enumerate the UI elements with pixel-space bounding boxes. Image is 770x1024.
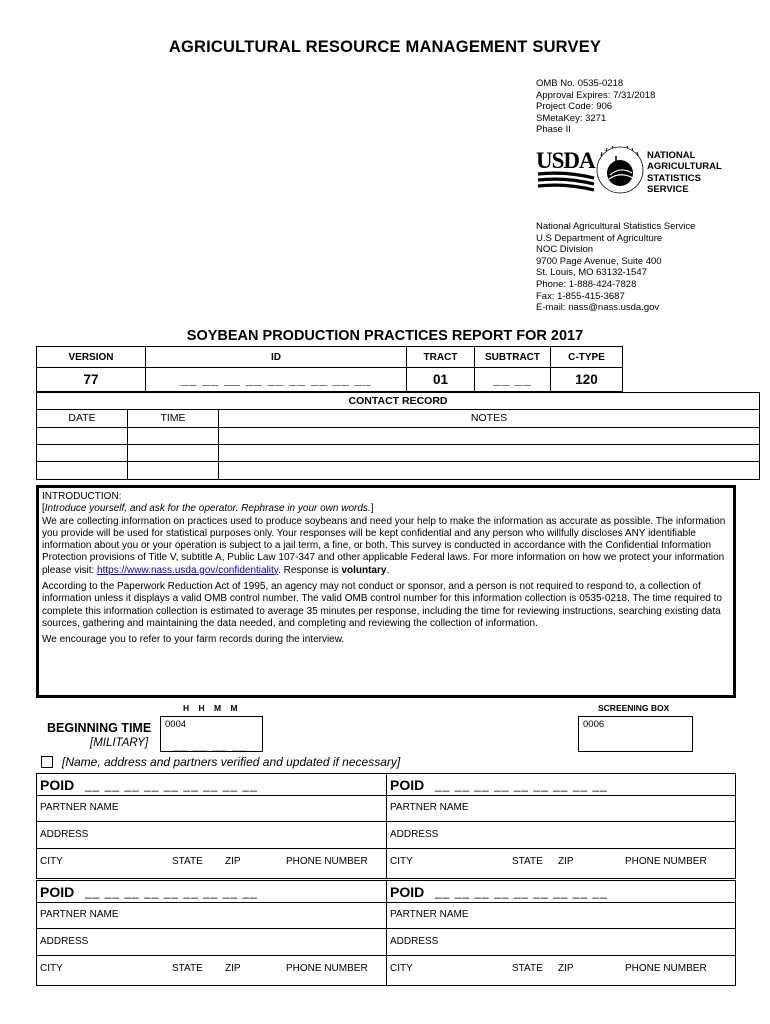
ctype-value: 120	[551, 368, 623, 392]
contact-record-title: CONTACT RECORD	[37, 393, 759, 410]
poid-field[interactable]: __ __ __ __ __ __ __ __ __	[85, 885, 258, 899]
omb-line: OMB No. 0535-0218	[536, 78, 624, 89]
contact-header-row	[37, 410, 759, 428]
time-cell[interactable]	[128, 462, 219, 479]
id-header: ID	[146, 347, 407, 368]
poid-field[interactable]: __ __ __ __ __ __ __ __ __	[435, 778, 608, 792]
poid-label: POID	[40, 884, 75, 900]
city-label: CITY	[390, 856, 413, 867]
confidentiality-link[interactable]: https://www.nass.usda.gov/confidentiality	[97, 564, 279, 576]
address-label: ADDRESS	[40, 829, 89, 840]
city-label: CITY	[40, 856, 63, 867]
notes-cell[interactable]	[219, 428, 759, 444]
contact-row[interactable]	[37, 428, 759, 445]
time-header: TIME	[128, 410, 219, 427]
poid-label: POID	[390, 777, 425, 793]
omb-line: Phase II	[536, 124, 571, 136]
omb-line: SMetaKey: 3271	[536, 112, 607, 124]
zip-label: ZIP	[225, 856, 241, 867]
date-cell[interactable]	[37, 462, 128, 479]
intro-paragraph-3: We encourage you to refer to your farm records during the interview.	[42, 634, 345, 646]
tract-value: 01	[407, 368, 475, 392]
address-row	[37, 822, 735, 849]
partner-name-label: PARTNER NAME	[40, 909, 119, 920]
agency-address	[536, 221, 695, 314]
date-cell[interactable]	[37, 428, 128, 444]
time-cell[interactable]	[128, 445, 219, 461]
date-cell[interactable]	[37, 445, 128, 461]
poid-label: POID	[390, 884, 425, 900]
zip-label: ZIP	[225, 963, 241, 974]
state-label: STATE	[172, 963, 203, 974]
state-label: STATE	[512, 963, 543, 974]
contact-row[interactable]	[37, 445, 759, 462]
beginning-time-label: BEGINNING TIME	[47, 721, 152, 735]
zip-label: ZIP	[558, 856, 574, 867]
intro-paragraph-1: We are collecting information on practices used to produce soybeans and need your help to make the information as accurate as possible. The information you provide will be used for statistical purposes only. Your responses will be kept confidential and any person who willfully discloses ANY identifiable information about you or your operation is subject to a jail term, a fine, or both. This survey is conducted in accordance with the Confidential Information Protection provisions of Title V, subtitle A, Public Law 107-347 and other applicable Federal laws. For more information on how we protect your information please visit:	[42, 515, 726, 576]
beginning-time-code: 0004	[165, 719, 187, 730]
agency-line: AGRICULTURAL	[647, 161, 722, 173]
response-pre: Response is	[283, 564, 342, 576]
partner-row	[37, 903, 735, 929]
address-line: St. Louis, MO 63132-1547	[536, 267, 647, 279]
intro-paragraph-2: According to the Paperwork Reduction Act of 1995, an agency may not conduct or sponsor, and a person is not required to respond to, a collection of information unless it displays a valid OMB control number. The valid OMB control number for this information collection is 0535-0218. The time required to complete this information collection is estimated to average 35 minutes per response, including the time for reviewing instructions, searching existing data sources, gathering and maintaining the data needed, and completing and reviewing the collection of information.	[42, 581, 722, 629]
phone-label: PHONE NUMBER	[286, 963, 368, 974]
state-label: STATE	[512, 856, 543, 867]
logo-seal-text	[620, 151, 622, 152]
partner-row	[37, 796, 735, 822]
agency-name	[647, 150, 722, 196]
address-line: E-mail: nass@nass.usda.gov	[536, 302, 660, 314]
agency-line: STATISTICS	[647, 172, 702, 184]
introduction-box: INTRODUCTION: [Introduce yourself, and ask for the operator. Rephrase in your own words.] We are collecting information on practices used to produce soybeans and need your help to make the information as accurate as possible. The information you provide will be used for statistical purposes only. Your responses will be kept confidential and any person who willfully discloses ANY identifiable information about you or your operation is subject to a jail term, a fine, or both. This survey is conducted in accordance with the Confidential Information Protection provisions of Title V, subtitle A, Public Law 107-347 and other applicable Federal laws. For more information on how we protect your information please visit: https://www.nass.usda.gov/confidentiality. Response is voluntary. According to the Paperwork Reduction Act of 1995, an agency may not conduct or sponsor, and a person is not required to respond to, a collection of information unless it displays a valid OMB control number. The valid OMB control number for this information collection is 0535-0218. The time required to complete this information collection is estimated to average 35 minutes per response, including the time for reviewing instructions, searching existing data sources, gathering and maintaining the data needed, and completing and reviewing the collection of information. We encourage you to refer to your farm records during the interview.	[36, 485, 736, 698]
contact-row[interactable]	[37, 462, 759, 479]
version-value: 77	[37, 368, 146, 392]
screening-box-label: SCREENING BOX	[598, 703, 670, 713]
time-cell[interactable]	[128, 428, 219, 444]
partner-name-label: PARTNER NAME	[40, 802, 119, 813]
poid-field[interactable]: __ __ __ __ __ __ __ __ __	[85, 778, 258, 792]
state-label: STATE	[172, 856, 203, 867]
poid-label: POID	[40, 777, 75, 793]
date-header: DATE	[37, 410, 128, 427]
agency-line: SERVICE	[647, 184, 689, 196]
city-label: CITY	[390, 963, 413, 974]
address-label: ADDRESS	[390, 829, 439, 840]
address-line: National Agricultural Statistics Service	[536, 221, 696, 232]
contact-record	[36, 392, 760, 480]
poid-block	[36, 773, 736, 879]
address-line: 9700 Page Avenue, Suite 400	[536, 255, 662, 267]
partner-name-label: PARTNER NAME	[390, 802, 469, 813]
omb-info	[536, 78, 655, 136]
tract-header: TRACT	[407, 347, 475, 368]
id-field[interactable]: __ __ __ __ __ __ __ __ __	[146, 368, 407, 392]
voluntary-text: voluntary	[341, 564, 387, 576]
id-table	[36, 346, 623, 392]
subtract-header: SUBTRACT	[475, 347, 551, 368]
phone-label: PHONE NUMBER	[625, 963, 707, 974]
address-row	[37, 929, 735, 956]
address-label: ADDRESS	[390, 936, 439, 947]
address-line: Phone: 1-888-424-7828	[536, 278, 637, 290]
svg-text:USDA: USDA	[536, 148, 595, 173]
omb-line: Project Code: 906	[536, 101, 613, 113]
phone-label: PHONE NUMBER	[625, 856, 707, 867]
notes-cell[interactable]	[219, 462, 759, 479]
address-line: Fax: 1-855-415-3687	[536, 290, 625, 302]
poid-block	[36, 880, 736, 986]
hhmm-label: H H M M	[183, 703, 238, 713]
intro-instruction: Introduce yourself, and ask for the operator. Rephrase in your own words.	[44, 503, 371, 515]
subtract-field[interactable]: __ __	[475, 368, 551, 392]
notes-cell[interactable]	[219, 445, 759, 461]
notes-header: NOTES	[470, 412, 508, 424]
military-label: [MILITARY]	[90, 737, 149, 749]
omb-line: Approval Expires: 7/31/2018	[536, 89, 656, 101]
phone-label: PHONE NUMBER	[286, 856, 368, 867]
agency-line: NATIONAL	[647, 150, 696, 161]
verified-checkbox[interactable]	[41, 756, 53, 768]
ctype-header: C-TYPE	[551, 347, 623, 368]
address-line: NOC Division	[536, 244, 594, 256]
partner-name-label: PARTNER NAME	[390, 909, 469, 920]
screening-box-code: 0006	[583, 719, 605, 730]
survey-title: AGRICULTURAL RESOURCE MANAGEMENT SURVEY	[168, 38, 602, 56]
intro-label: INTRODUCTION:	[42, 491, 122, 502]
address-label: ADDRESS	[40, 936, 89, 947]
version-header: VERSION	[37, 347, 146, 368]
verified-checkbox-label: [Name, address and partners verified and updated if necessary]	[62, 755, 401, 769]
address-line: U.S Department of Agriculture	[536, 232, 663, 244]
city-label: CITY	[40, 963, 63, 974]
usda-logo	[536, 146, 646, 194]
report-title: SOYBEAN PRODUCTION PRACTICES REPORT FOR 2017	[186, 328, 584, 344]
zip-label: ZIP	[558, 963, 574, 974]
beginning-time-blank: __ __ __ __	[173, 738, 248, 752]
poid-field[interactable]: __ __ __ __ __ __ __ __ __	[435, 885, 608, 899]
